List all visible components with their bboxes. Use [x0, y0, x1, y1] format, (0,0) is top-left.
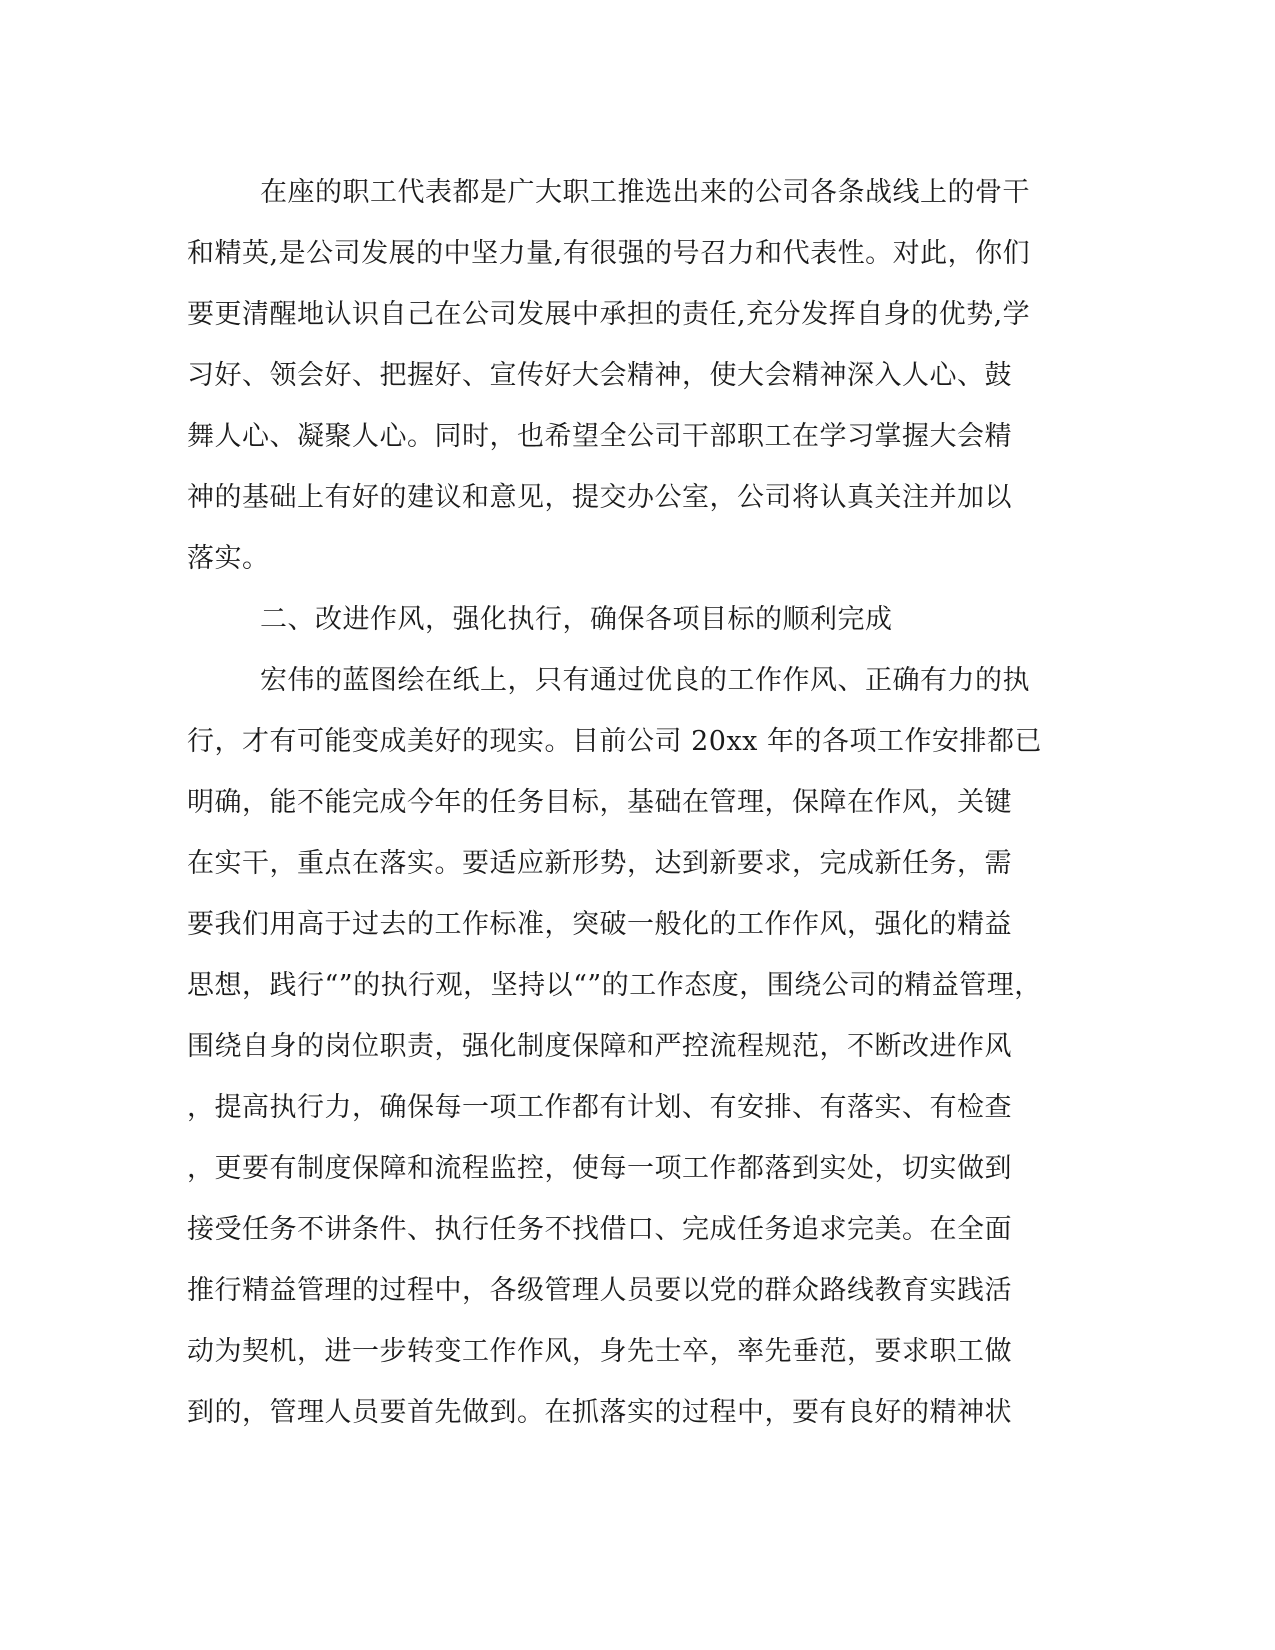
- text-line: 要我们用高于过去的工作标准，突破一般化的工作作风，强化的精益: [187, 909, 1012, 940]
- text-line: 神的基础上有好的建议和意见，提交办公室，公司将认真关注并加以: [187, 482, 1012, 513]
- document-body: [187, 162, 1087, 1443]
- text-line: 思想，践行“”的执行观，坚持以“”的工作态度，围绕公司的精益管理，: [187, 970, 1042, 1001]
- text-line: 习好、领会好、把握好、宣传好大会精神，使大会精神深入人心、鼓: [187, 360, 1012, 391]
- text-line: 动为契机，进一步转变工作作风，身先士卒，率先垂范，要求职工做: [187, 1336, 1012, 1367]
- text-line: 明确，能不能完成今年的任务目标，基础在管理，保障在作风，关键: [187, 787, 1012, 818]
- text-line: 到的，管理人员要首先做到。在抓落实的过程中，要有良好的精神状: [187, 1397, 1012, 1428]
- text-line: 在座的职工代表都是广大职工推选出来的公司各条战线上的骨干: [260, 177, 1030, 208]
- text-line: ，提高执行力，确保每一项工作都有计划、有安排、有落实、有检查: [187, 1092, 1012, 1123]
- text-line: 行，才有可能变成美好的现实。目前公司 20xx 年的各项工作安排都已: [187, 726, 1042, 757]
- text-line: 在实干，重点在落实。要适应新形势，达到新要求，完成新任务，需: [187, 848, 1012, 879]
- text-line: 接受任务不讲条件、执行任务不找借口、完成任务追求完美。在全面: [187, 1214, 1012, 1245]
- text-line: 和精英,是公司发展的中坚力量,有很强的号召力和代表性。对此，你们: [187, 238, 1031, 269]
- text-line: 围绕自身的岗位职责，强化制度保障和严控流程规范，不断改进作风: [187, 1031, 1012, 1062]
- text-line: 要更清醒地认识自己在公司发展中承担的责任,充分发挥自身的优势,学: [187, 299, 1031, 330]
- text-line: 宏伟的蓝图绘在纸上，只有通过优良的工作作风、正确有力的执: [260, 665, 1030, 696]
- text-line: 落实。: [187, 543, 270, 574]
- text-line: ，更要有制度保障和流程监控，使每一项工作都落到实处，切实做到: [187, 1153, 1012, 1184]
- text-line: 推行精益管理的过程中，各级管理人员要以党的群众路线教育实践活: [187, 1275, 1012, 1306]
- text-line: 二、改进作风，强化执行，确保各项目标的顺利完成: [260, 604, 893, 635]
- text-line: 舞人心、凝聚人心。同时，也希望全公司干部职工在学习掌握大会精: [187, 421, 1012, 452]
